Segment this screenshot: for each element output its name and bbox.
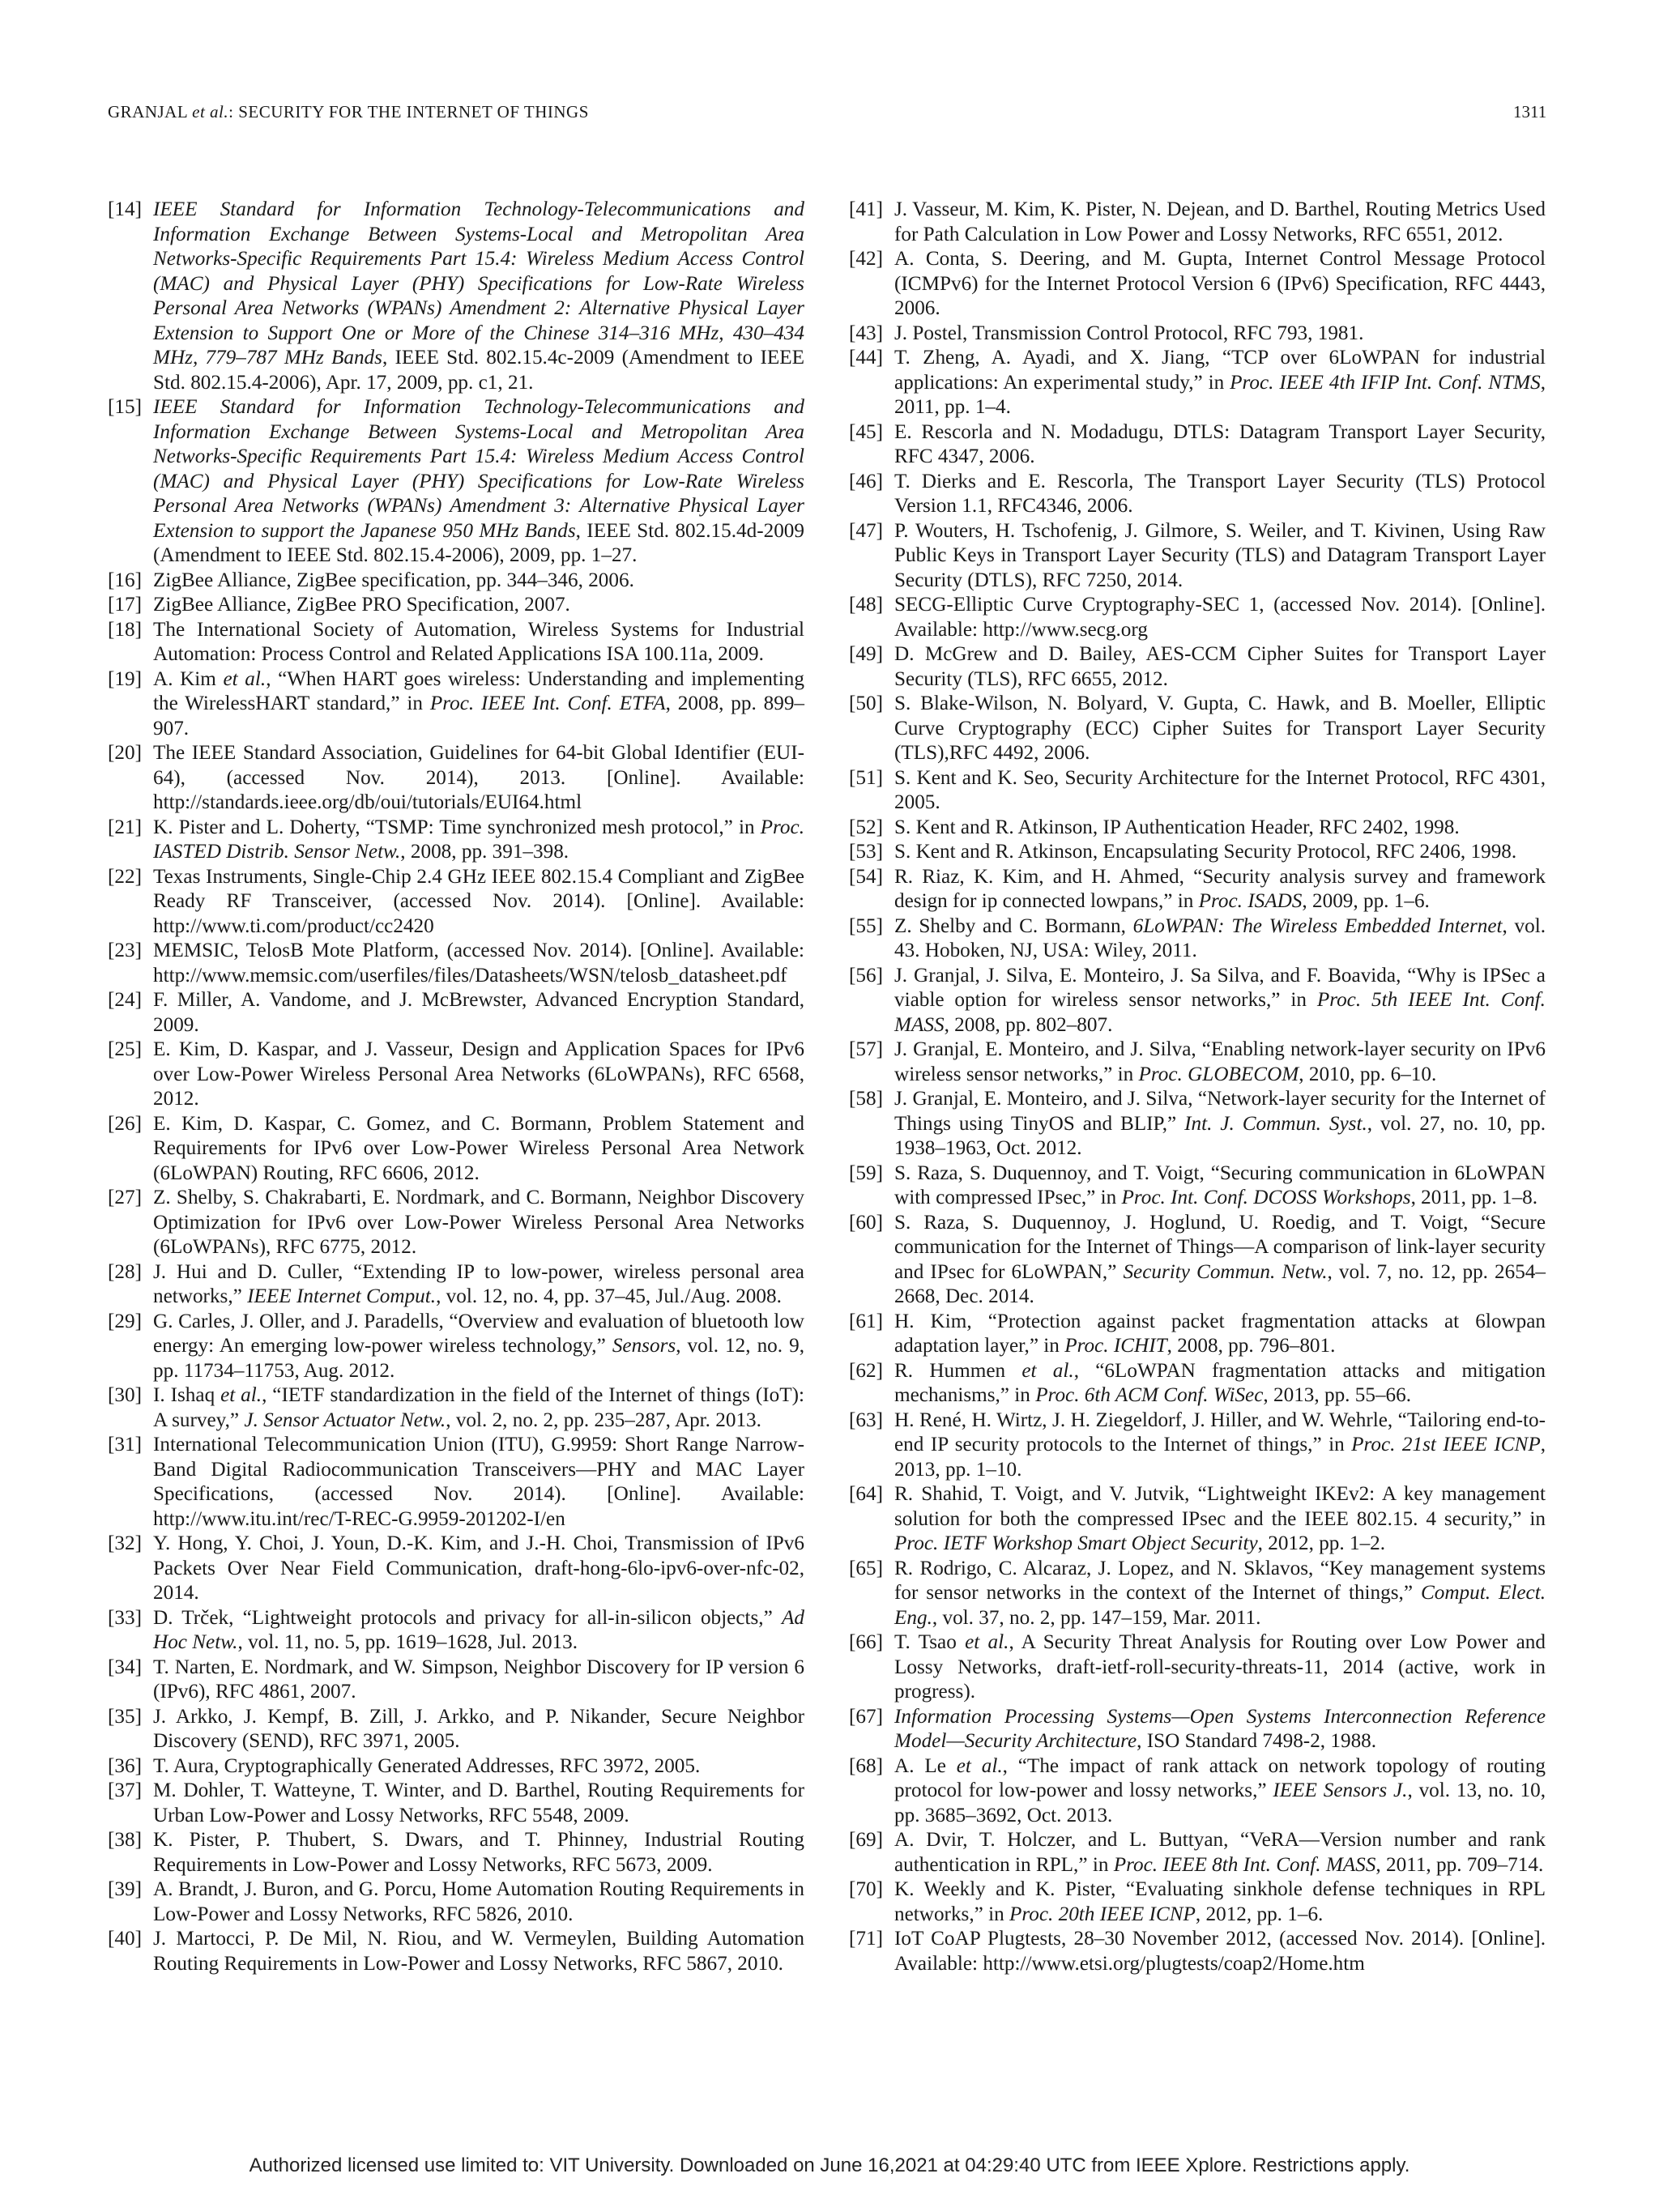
reference-italic-segment: Proc. 6th ACM Conf. WiSec: [1035, 1384, 1264, 1406]
reference-italic-segment: Comput. Elect. Eng.: [894, 1582, 1546, 1629]
reference-number: [47]: [849, 519, 883, 542]
reference-segment: F. Miller, A. Vandome, and J. McBrewster, Advanced Encryption Standard, 2009.: [153, 989, 804, 1036]
reference-text: [894, 1557, 1546, 1631]
reference-text: [894, 1359, 1546, 1409]
reference-number: [17]: [108, 594, 142, 616]
reference-segment: S. Kent and K. Seo, Security Architecture for the Internet Protocol, RFC 4301, 2005.: [894, 766, 1546, 813]
reference-segment: , 2012, pp. 1–6.: [1195, 1903, 1324, 1925]
reference-number: [63]: [849, 1409, 883, 1431]
reference-segment: A. Brandt, J. Buron, and G. Porcu, Home Automation Routing Requirements in Low-Power and Lossy Networks, RFC 5826, 2010.: [153, 1878, 804, 1925]
reference-segment: Z. Shelby and C. Bormann,: [894, 914, 1133, 937]
reference-item: [849, 1409, 1546, 1483]
reference-item: [108, 1310, 804, 1384]
reference-number: [45]: [849, 420, 883, 443]
reference-item: [849, 1877, 1546, 1927]
reference-segment: D. Trček, “Lightweight protocols and privacy for all-in-silicon objects,”: [153, 1606, 783, 1629]
reference-number: [31]: [108, 1434, 142, 1455]
reference-segment: , 2008, pp. 802–807.: [944, 1013, 1113, 1036]
reference-text: [153, 667, 804, 742]
reference-segment: , vol. 7, no. 12, pp. 2654–2668, Dec. 2014.: [894, 1260, 1546, 1307]
reference-number: [16]: [108, 569, 142, 591]
reference-segment: R. Rodrigo, C. Alcaraz, J. Lopez, and N. Sklavos, “Key management systems for sensor networks in the context of the Internet of things,”: [894, 1557, 1546, 1604]
reference-segment: ZigBee Alliance, ZigBee PRO Specification, 2007.: [153, 594, 570, 616]
reference-segment: The International Society of Automation, Wireless Systems for Industrial Automation: Process Control and Related Applications ISA 100.11a, 2009.: [153, 618, 804, 665]
reference-segment: I. Ishaq: [153, 1384, 221, 1406]
reference-segment: , vol. 12, no. 9, pp. 11734–11753, Aug. 2012.: [153, 1335, 805, 1382]
reference-italic-segment: 6LoWPAN: The Wireless Embedded Internet: [1132, 914, 1503, 937]
reference-text: [894, 346, 1546, 420]
reference-segment: , 2011, pp. 709–714.: [1375, 1853, 1544, 1876]
reference-text: [153, 198, 804, 395]
reference-number: [58]: [849, 1088, 883, 1110]
reference-number: [68]: [849, 1754, 883, 1777]
reference-number: [69]: [849, 1829, 883, 1851]
reference-item: [849, 1828, 1546, 1877]
reference-segment: J. Postel, Transmission Control Protocol, RFC 793, 1981.: [894, 322, 1364, 344]
reference-text: [894, 470, 1546, 519]
reference-number: [59]: [849, 1161, 883, 1184]
reference-segment: , vol. 37, no. 2, pp. 147–159, Mar. 2011.: [932, 1606, 1261, 1629]
reference-number: [60]: [849, 1211, 883, 1234]
reference-item: [849, 1359, 1546, 1409]
reference-item: [849, 470, 1546, 519]
reference-text: [153, 618, 804, 667]
reference-number: [35]: [108, 1705, 142, 1728]
reference-segment: R. Shahid, T. Voigt, and V. Jutvik, “Lightweight IKEv2: A key management solution for both the compressed IPsec and the IEEE 802.15. 4 security,” in: [894, 1483, 1546, 1530]
reference-item: [849, 1161, 1546, 1211]
reference-segment: S. Blake-Wilson, N. Bolyard, V. Gupta, C. Hawk, and B. Moeller, Elliptic Curve Cryptography (ECC) Cipher Suites for Transport Layer Security (TLS),RFC 4492, 2006.: [894, 693, 1546, 764]
reference-number: [33]: [108, 1606, 142, 1629]
reference-item: [849, 1087, 1546, 1161]
reference-item: [849, 1310, 1546, 1359]
reference-segment: S. Raza, S. Duquennoy, and T. Voigt, “Securing communication in 6LoWPAN with compressed IPsec,” in: [894, 1161, 1546, 1208]
reference-text: [894, 1409, 1546, 1483]
reference-number: [48]: [849, 594, 883, 616]
reference-item: [108, 816, 804, 865]
reference-text: [153, 1260, 804, 1310]
reference-item: [849, 1557, 1546, 1631]
reference-text: [894, 322, 1546, 347]
reference-segment: Z. Shelby, S. Chakrabarti, E. Nordmark, and C. Bormann, Neighbor Discovery Optimization for IPv6 over Low-Power Wireless Personal Area Networks (6LoWPANs), RFC 6775, 2012.: [153, 1187, 804, 1258]
reference-text: [894, 1927, 1546, 1976]
reference-text: [894, 1310, 1546, 1359]
reference-number: [62]: [849, 1359, 883, 1382]
reference-text: [894, 865, 1546, 914]
reference-italic-segment: Proc. IETF Workshop Smart Object Security: [894, 1532, 1258, 1554]
reference-segment: J. Vasseur, M. Kim, K. Pister, N. Dejean, and D. Barthel, Routing Metrics Used for Path Calculation in Low Power and Lossy Networks, RFC 6551, 2012.: [894, 198, 1546, 245]
reference-item: [849, 1927, 1546, 1976]
reference-segment: E. Rescorla and N. Modadugu, DTLS: Datagram Transport Layer Security, RFC 4347, 2006.: [894, 420, 1546, 467]
reference-segment: The IEEE Standard Association, Guidelines for 64-bit Global Identifier (EUI-64), (accessed Nov. 2014), 2013. [Online]. Available: http://standards.ieee.org/db/oui/tutorials/EUI64.html: [153, 742, 804, 813]
reference-number: [22]: [108, 865, 142, 888]
reference-item: [108, 1779, 804, 1828]
license-footer: Authorized licensed use limited to: VIT University. Downloaded on June 16,2021 at 04:29:40 UTC from IEEE Xplore. Restrictions apply.: [249, 2154, 1410, 2176]
reference-text: [153, 395, 804, 569]
reference-text: [153, 741, 804, 816]
reference-text: [894, 247, 1546, 322]
header-title: : SECURITY FOR THE INTERNET OF THINGS: [228, 102, 589, 121]
reference-item: [849, 1038, 1546, 1087]
reference-item: [849, 198, 1546, 247]
reference-item: [108, 1927, 804, 1976]
reference-segment: P. Wouters, H. Tschofenig, J. Gilmore, S. Weiler, and T. Kivinen, Using Raw Public Keys in Transport Layer Security (TLS) and Datagram Transport Layer Security (DTLS), RFC 7250, 2014.: [894, 519, 1546, 591]
reference-number: [46]: [849, 470, 883, 492]
header-etal: et al.: [192, 102, 229, 121]
reference-italic-segment: Proc. 21st IEEE ICNP: [1351, 1434, 1541, 1455]
reference-number: [26]: [108, 1112, 142, 1135]
reference-italic-segment: Proc. IEEE Int. Conf. ETFA: [429, 693, 666, 714]
reference-text: [894, 1754, 1546, 1829]
reference-number: [53]: [849, 841, 883, 863]
reference-item: [108, 667, 804, 742]
reference-text: [153, 1433, 804, 1532]
reference-segment: S. Kent and R. Atkinson, IP Authentication Header, RFC 2402, 1998.: [894, 816, 1460, 838]
reference-italic-segment: et al.: [965, 1631, 1009, 1653]
reference-italic-segment: Proc. ICHIT: [1064, 1335, 1167, 1357]
reference-italic-segment: IEEE Sensors J.: [1273, 1779, 1408, 1801]
reference-segment: K. Pister and L. Doherty, “TSMP: Time synchronized mesh protocol,” in: [153, 816, 761, 838]
reference-item: [108, 593, 804, 618]
reference-text: [894, 1482, 1546, 1557]
reference-number: [49]: [849, 643, 883, 665]
reference-segment: , 2013, pp. 1–10.: [894, 1434, 1546, 1481]
reference-number: [30]: [108, 1384, 142, 1406]
reference-number: [66]: [849, 1631, 883, 1653]
reference-segment: E. Kim, D. Kaspar, and J. Vasseur, Design and Application Spaces for IPv6 over Low-Power Wireless Personal Area Networks (6LoWPANs), RFC 6568, 2012.: [153, 1038, 804, 1110]
reference-item: [108, 1112, 804, 1187]
reference-italic-segment: Sensors: [612, 1335, 676, 1357]
reference-text: [153, 1383, 804, 1433]
reference-italic-segment: et al.: [223, 667, 267, 690]
reference-italic-segment: Proc. Int. Conf. DCOSS Workshops: [1121, 1187, 1411, 1208]
reference-segment: J. Granjal, J. Silva, E. Monteiro, J. Sa Silva, and F. Boavida, “Why is IPSec a viable option for wireless sensor networks,” in: [894, 964, 1546, 1011]
reference-number: [14]: [108, 198, 142, 220]
reference-number: [34]: [108, 1656, 142, 1678]
reference-number: [43]: [849, 322, 883, 344]
reference-segment: R. Hummen: [894, 1359, 1022, 1382]
reference-text: [894, 840, 1546, 865]
reference-italic-segment: et al.: [1021, 1359, 1074, 1382]
reference-segment: , 2008, pp. 391–398.: [400, 841, 569, 863]
reference-text: [894, 1211, 1546, 1310]
reference-item: [108, 1606, 804, 1656]
reference-text: [153, 1779, 804, 1828]
reference-segment: M. Dohler, T. Watteyne, T. Winter, and D. Barthel, Routing Requirements for Urban Low-Power and Lossy Networks, RFC 5548, 2009.: [153, 1779, 804, 1826]
reference-item: [108, 1532, 804, 1606]
reference-text: [894, 420, 1546, 470]
reference-italic-segment: J. Sensor Actuator Netw.: [244, 1409, 446, 1431]
page-number: 1311: [1513, 102, 1547, 121]
reference-text: [153, 1705, 804, 1754]
reference-italic-segment: et al.: [956, 1754, 1003, 1777]
reference-item: [108, 1754, 804, 1779]
reference-number: [64]: [849, 1483, 883, 1505]
reference-item: [849, 1630, 1546, 1705]
reference-item: [108, 988, 804, 1038]
reference-number: [25]: [108, 1038, 142, 1060]
reference-segment: , IEEE Std. 802.15.4c-2009 (Amendment to IEEE Std. 802.15.4-2006), Apr. 17, 2009, pp. c1, 21.: [153, 347, 804, 394]
reference-segment: , vol. 13, no. 10, pp. 3685–3692, Oct. 2013.: [894, 1779, 1546, 1826]
reference-segment: T. Dierks and E. Rescorla, The Transport Layer Security (TLS) Protocol Version 1.1, RFC4346, 2006.: [894, 470, 1546, 517]
reference-segment: Texas Instruments, Single-Chip 2.4 GHz IEEE 802.15.4 Compliant and ZigBee Ready RF Transceiver, (accessed Nov. 2014). [Online]. Available: http://www.ti.com/product/cc2420: [153, 865, 804, 937]
references-left-column: [108, 198, 804, 1976]
reference-segment: H. Kim, “Protection against packet fragmentation attacks at 6lowpan adaptation layer,” in: [894, 1310, 1546, 1357]
reference-segment: D. McGrew and D. Bailey, AES-CCM Cipher Suites for Transport Layer Security (TLS), RFC 6655, 2012.: [894, 643, 1546, 690]
reference-segment: , 2009, pp. 1–6.: [1302, 890, 1430, 912]
references-right-column: [849, 198, 1546, 1976]
reference-segment: A. Kim: [153, 667, 224, 690]
reference-item: [108, 1260, 804, 1310]
reference-item: [849, 692, 1546, 766]
reference-item: [108, 198, 804, 395]
reference-segment: S. Raza, S. Duquennoy, J. Hoglund, U. Roedig, and T. Voigt, “Secure communication for the Internet of Things—A comparison of link-layer security and IPsec for 6LoWPAN,”: [894, 1211, 1546, 1283]
reference-italic-segment: Proc. IEEE 8th Int. Conf. MASS: [1113, 1853, 1376, 1876]
reference-number: [15]: [108, 396, 142, 418]
reference-text: [894, 1038, 1546, 1087]
reference-item: [849, 247, 1546, 322]
reference-italic-segment: et al.: [220, 1384, 262, 1406]
reference-number: [50]: [849, 693, 883, 714]
reference-segment: T. Zheng, A. Ayadi, and X. Jiang, “TCP over 6LoWPAN for industrial applications: An experimental study,” in: [894, 347, 1546, 394]
reference-segment: , ISO Standard 7498-2, 1988.: [1137, 1730, 1377, 1752]
reference-text: [153, 1656, 804, 1705]
reference-item: [108, 741, 804, 816]
reference-italic-segment: Security Commun. Netw.: [1123, 1260, 1328, 1283]
reference-text: [153, 593, 804, 618]
reference-segment: Y. Hong, Y. Choi, J. Youn, D.-K. Kim, and J.-H. Choi, Transmission of IPv6 Packets Over Near Field Communication, draft-hong-6lo-ipv6-over-nfc-02, 2014.: [153, 1532, 804, 1604]
reference-number: [51]: [849, 766, 883, 789]
reference-number: [27]: [108, 1187, 142, 1208]
reference-segment: T. Tsao: [894, 1631, 966, 1653]
reference-item: [849, 766, 1546, 816]
reference-segment: , 2013, pp. 55–66.: [1263, 1384, 1412, 1406]
reference-text: [894, 593, 1546, 642]
reference-italic-segment: Proc. 5th IEEE Int. Conf. MASS: [894, 989, 1546, 1036]
reference-segment: E. Kim, D. Kaspar, C. Gomez, and C. Bormann, Problem Statement and Requirements for IPv6 over Low-Power Wireless Personal Area Network (6LoWPAN) Routing, RFC 6606, 2012.: [153, 1112, 804, 1184]
reference-segment: , 2010, pp. 6–10.: [1299, 1063, 1437, 1085]
reference-segment: G. Carles, J. Oller, and J. Paradells, “Overview and evaluation of bluetooth low energy: An emerging low-power wireless technology,”: [153, 1310, 804, 1357]
reference-segment: J. Hui and D. Culler, “Extending IP to low-power, wireless personal area networks,”: [153, 1260, 804, 1307]
reference-item: [108, 1705, 804, 1754]
reference-italic-segment: Proc. 20th IEEE ICNP: [1009, 1903, 1196, 1925]
reference-item: [108, 1038, 804, 1112]
reference-text: [153, 939, 804, 988]
reference-item: [849, 1211, 1546, 1310]
reference-number: [42]: [849, 248, 883, 270]
reference-text: [894, 1161, 1546, 1211]
reference-item: [849, 1754, 1546, 1829]
reference-item: [108, 1828, 804, 1877]
reference-text: [894, 642, 1546, 692]
reference-segment: , “The impact of rank attack on network topology of routing protocol for low-power and lossy networks,”: [894, 1754, 1546, 1801]
reference-number: [18]: [108, 618, 142, 641]
reference-item: [849, 519, 1546, 594]
reference-item: [849, 816, 1546, 841]
reference-segment: , 2011, pp. 1–4.: [894, 371, 1546, 418]
reference-italic-segment: Ad Hoc Netw.: [153, 1606, 804, 1653]
reference-number: [55]: [849, 914, 883, 937]
reference-segment: , “When HART goes wireless: Understanding and implementing the WirelessHART standard,” in: [153, 667, 804, 714]
reference-segment: , vol. 11, no. 5, pp. 1619–1628, Jul. 2013.: [237, 1631, 578, 1653]
reference-segment: , A Security Threat Analysis for Routing over Low Power and Lossy Networks, draft-ietf-roll-security-threats-11, 2014 (active, work in progress).: [894, 1631, 1546, 1703]
running-header: [108, 102, 589, 122]
reference-number: [44]: [849, 347, 883, 369]
reference-text: [894, 914, 1546, 964]
reference-segment: J. Granjal, E. Monteiro, and J. Silva, “Network-layer security for the Internet of Things using TinyOS and BLIP,”: [894, 1088, 1546, 1135]
reference-italic-segment: Proc. ISADS: [1198, 890, 1303, 912]
reference-text: [153, 1877, 804, 1927]
reference-number: [24]: [108, 989, 142, 1011]
header-authors: GRANJAL: [108, 102, 188, 121]
reference-number: [71]: [849, 1928, 883, 1950]
reference-item: [108, 618, 804, 667]
reference-segment: ZigBee Alliance, ZigBee specification, pp. 344–346, 2006.: [153, 569, 634, 591]
reference-number: [19]: [108, 667, 142, 690]
reference-segment: , 2008, pp. 796–801.: [1166, 1335, 1336, 1357]
reference-segment: , IEEE Std. 802.15.4d-2009 (Amendment to IEEE Std. 802.15.4-2006), 2009, pp. 1–27.: [153, 519, 804, 566]
reference-italic-segment: Proc. GLOBECOM: [1138, 1063, 1299, 1085]
reference-text: [894, 1705, 1546, 1754]
reference-segment: , “6LoWPAN fragmentation attacks and mitigation mechanisms,” in: [894, 1359, 1546, 1406]
reference-item: [849, 1482, 1546, 1557]
reference-number: [41]: [849, 198, 883, 220]
reference-italic-segment: Information Processing Systems—Open Systems Interconnection Reference Model—Security Architecture: [894, 1705, 1546, 1752]
reference-segment: A. Dvir, T. Holczer, and L. Buttyan, “VeRA—Version number and rank authentication in RPL,” in: [894, 1829, 1546, 1876]
reference-number: [39]: [108, 1878, 142, 1900]
reference-italic-segment: Proc. IASTED Distrib. Sensor Netw.: [153, 816, 804, 863]
reference-item: [108, 1383, 804, 1433]
reference-segment: MEMSIC, TelosB Mote Platform, (accessed Nov. 2014). [Online]. Available: http://www.memsic.com/userfiles/files/Datasheets/WSN/telosb_datasheet.pdf: [153, 940, 804, 987]
reference-text: [153, 865, 804, 940]
reference-number: [38]: [108, 1829, 142, 1851]
reference-segment: K. Pister, P. Thubert, S. Dwars, and T. Phinney, Industrial Routing Requirements in Low-Power and Lossy Networks, RFC 5673, 2009.: [153, 1829, 804, 1876]
reference-item: [849, 840, 1546, 865]
reference-number: [28]: [108, 1260, 142, 1283]
reference-italic-segment: Int. J. Commun. Syst.: [1184, 1112, 1367, 1135]
reference-number: [70]: [849, 1878, 883, 1900]
reference-number: [65]: [849, 1557, 883, 1579]
reference-text: [153, 1186, 804, 1260]
reference-number: [54]: [849, 865, 883, 888]
reference-text: [894, 519, 1546, 594]
reference-text: [894, 692, 1546, 766]
reference-item: [849, 964, 1546, 1038]
reference-number: [20]: [108, 742, 142, 764]
reference-segment: J. Martocci, P. De Mil, N. Riou, and W. Vermeylen, Building Automation Routing Requirements in Low-Power and Lossy Networks, RFC 5867, 2010.: [153, 1928, 804, 1975]
reference-segment: K. Weekly and K. Pister, “Evaluating sinkhole defense techniques in RPL networks,” in: [894, 1878, 1546, 1925]
reference-item: [849, 346, 1546, 420]
reference-italic-segment: IEEE Standard for Information Technology-Telecommunications and Information Exchange Between Systems-Local and Metropolitan Area Networks-Specific Requirements Part 15.4: Wireless Medium Access Control (MAC) and Physical Layer (PHY) Specifications for Low-Rate Wireless Personal Area Networks (WPANs) Amendment 2: Alternative Physical Layer Extension to Support One or More of the Chinese 314–316 MHz, 430–434 MHz, 779–787 MHz Bands: [153, 198, 804, 369]
reference-italic-segment: IEEE Internet Comput.: [247, 1285, 437, 1307]
reference-number: [52]: [849, 816, 883, 838]
reference-item: [849, 322, 1546, 347]
reference-text: [153, 1606, 804, 1656]
reference-text: [894, 816, 1546, 841]
reference-segment: , “IETF standardization in the field of the Internet of things (IoT): A survey,”: [153, 1384, 804, 1431]
reference-segment: , vol. 43. Hoboken, NJ, USA: Wiley, 2011.: [894, 914, 1546, 961]
reference-item: [849, 420, 1546, 470]
reference-segment: , 2011, pp. 1–8.: [1410, 1187, 1538, 1208]
reference-text: [153, 1532, 804, 1606]
reference-number: [37]: [108, 1779, 142, 1801]
reference-item: [849, 593, 1546, 642]
reference-segment: T. Narten, E. Nordmark, and W. Simpson, Neighbor Discovery for IP version 6 (IPv6), RFC 4861, 2007.: [153, 1656, 804, 1703]
reference-text: [894, 1877, 1546, 1927]
reference-text: [153, 1927, 804, 1976]
reference-italic-segment: Proc. IEEE 4th IFIP Int. Conf. NTMS: [1230, 371, 1541, 394]
reference-segment: , 2012, pp. 1–2.: [1257, 1532, 1386, 1554]
reference-text: [153, 816, 804, 865]
reference-number: [23]: [108, 940, 142, 961]
reference-segment: International Telecommunication Union (ITU), G.9959: Short Range Narrow-Band Digital Radiocommunication Transceivers—PHY and MAC Layer Specifications, (accessed Nov. 2014). [Online]. Available: http://www.itu.int/rec/T-REC-G.9959-201202-I/en: [153, 1434, 804, 1530]
reference-text: [894, 1828, 1546, 1877]
reference-segment: IoT CoAP Plugtests, 28–30 November 2012, (accessed Nov. 2014). [Online]. Available: http://www.etsi.org/plugtests/coap2/Home.htm: [894, 1928, 1546, 1975]
reference-segment: A. Conta, S. Deering, and M. Gupta, Internet Control Message Protocol (ICMPv6) for the Internet Protocol Version 6 (IPv6) Specification, RFC 4443, 2006.: [894, 248, 1546, 319]
reference-text: [153, 988, 804, 1038]
reference-text: [153, 1038, 804, 1112]
reference-item: [849, 865, 1546, 914]
reference-segment: A. Le: [894, 1754, 957, 1777]
reference-number: [32]: [108, 1532, 142, 1554]
reference-number: [29]: [108, 1310, 142, 1332]
reference-number: [21]: [108, 816, 142, 838]
reference-segment: T. Aura, Cryptographically Generated Addresses, RFC 3972, 2005.: [153, 1754, 701, 1777]
reference-segment: J. Arkko, J. Kempf, B. Zill, J. Arkko, and P. Nikander, Secure Neighbor Discovery (SEND), RFC 3971, 2005.: [153, 1705, 804, 1752]
reference-item: [108, 1656, 804, 1705]
reference-number: [40]: [108, 1928, 142, 1950]
reference-number: [67]: [849, 1705, 883, 1728]
reference-item: [108, 939, 804, 988]
reference-item: [849, 642, 1546, 692]
reference-item: [108, 865, 804, 940]
reference-segment: S. Kent and R. Atkinson, Encapsulating Security Protocol, RFC 2406, 1998.: [894, 841, 1517, 863]
reference-text: [153, 1112, 804, 1187]
reference-italic-segment: IEEE Standard for Information Technology-Telecommunications and Information Exchange Between Systems-Local and Metropolitan Area Networks-Specific Requirements Part 15.4: Wireless Medium Access Control (MAC) and Physical Layer (PHY) Specifications for Low-Rate Wireless Personal Area Networks (WPANs) Amendment 3: Alternative Physical Layer Extension to support the Japanese 950 MHz Bands: [153, 396, 804, 542]
reference-item: [849, 1705, 1546, 1754]
reference-text: [153, 1754, 804, 1779]
reference-text: [894, 1087, 1546, 1161]
reference-segment: J. Granjal, E. Monteiro, and J. Silva, “Enabling network-layer security on IPv6 wireless sensor networks,” in: [894, 1038, 1546, 1085]
reference-text: [153, 1310, 804, 1384]
reference-item: [108, 1186, 804, 1260]
reference-segment: SECG-Elliptic Curve Cryptography-SEC 1, (accessed Nov. 2014). [Online]. Available: http://www.secg.org: [894, 594, 1546, 641]
reference-number: [57]: [849, 1038, 883, 1060]
reference-item: [108, 1433, 804, 1532]
reference-item: [108, 395, 804, 569]
reference-segment: , 2008, pp. 899–907.: [153, 693, 805, 739]
reference-text: [153, 1828, 804, 1877]
reference-item: [108, 1877, 804, 1927]
reference-text: [894, 1630, 1546, 1705]
reference-item: [108, 569, 804, 594]
reference-text: [894, 964, 1546, 1038]
reference-segment: , vol. 12, no. 4, pp. 37–45, Jul./Aug. 2008.: [436, 1285, 782, 1307]
reference-segment: , vol. 2, no. 2, pp. 235–287, Apr. 2013.: [446, 1409, 761, 1431]
reference-number: [36]: [108, 1754, 142, 1777]
reference-segment: H. René, H. Wirtz, J. H. Ziegeldorf, J. Hiller, and W. Wehrle, “Tailoring end-to-end IP security protocols to the Internet of things,” in: [894, 1409, 1546, 1455]
reference-text: [894, 766, 1546, 816]
reference-number: [56]: [849, 964, 883, 987]
reference-item: [849, 914, 1546, 964]
reference-number: [61]: [849, 1310, 883, 1332]
reference-segment: , vol. 27, no. 10, pp. 1938–1963, Oct. 2012.: [894, 1112, 1546, 1159]
reference-text: [153, 569, 804, 594]
reference-text: [894, 198, 1546, 247]
reference-segment: R. Riaz, K. Kim, and H. Ahmed, “Security analysis survey and framework design for ip connected lowpans,” in: [894, 865, 1546, 912]
